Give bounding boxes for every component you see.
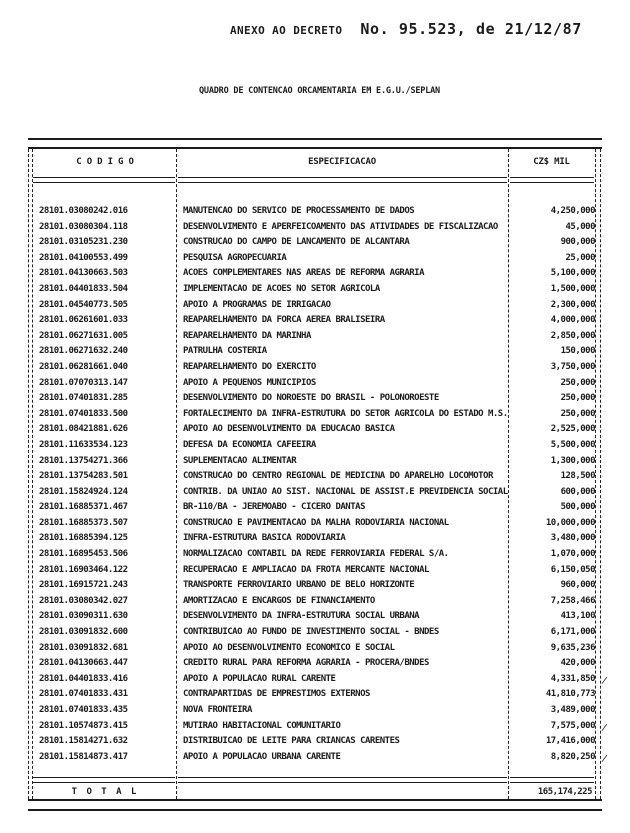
table-header-row bbox=[28, 149, 602, 175]
table-row bbox=[28, 516, 602, 532]
right-outer-border bbox=[600, 149, 601, 799]
row-especificacao: MANUTENCAO DO SERVICO DE PROCESSAMENTO DE DADOS bbox=[183, 206, 415, 216]
row-especificacao: CONTRIB. DA UNIAO AO SIST. NACIONAL DE ASSIST.E PREVIDENCIA SOCIAL bbox=[183, 486, 508, 497]
table-row bbox=[28, 220, 602, 236]
header-separator bbox=[28, 175, 602, 184]
row-valor: 500,000 bbox=[560, 502, 595, 513]
table-row bbox=[28, 485, 602, 501]
row-codigo: 28101.16895453.506 bbox=[39, 549, 128, 560]
row-codigo: 28101.06261601.033 bbox=[39, 315, 128, 326]
table-row bbox=[28, 656, 602, 672]
row-codigo: 28101.10574873.415 bbox=[39, 720, 128, 731]
row-valor: 420,000 bbox=[560, 658, 595, 669]
row-valor: 960,000 bbox=[560, 580, 595, 591]
row-codigo: 28101.11633534.123 bbox=[39, 439, 128, 450]
row-valor: 3,489,000 bbox=[550, 705, 595, 715]
table-row bbox=[28, 391, 602, 407]
row-especificacao: BR-110/BA - JEREMOABO - CICERO DANTAS bbox=[183, 502, 365, 513]
row-valor: 3,750,000 bbox=[550, 361, 595, 372]
row-especificacao: INFRA-ESTRUTURA BASICA RODOVIARIA bbox=[183, 533, 346, 544]
row-especificacao: APOIO AO DESENVOLVIMENTO ECONOMICO E SOCIAL bbox=[183, 642, 395, 653]
row-especificacao: DESENVOLVIMENTO DA INFRA-ESTRUTURA SOCIAL URBANA bbox=[183, 611, 420, 622]
table-row bbox=[28, 298, 602, 314]
valor-column-divider bbox=[508, 149, 509, 799]
row-valor: 3,480,000 bbox=[550, 533, 595, 544]
row-codigo: 28101.03091832.600 bbox=[39, 627, 128, 638]
row-valor: 8,820,250 ⁄ bbox=[550, 751, 609, 766]
total-separator bbox=[28, 775, 602, 784]
table-row bbox=[28, 204, 602, 220]
row-codigo: 28101.04130663.447 bbox=[39, 658, 128, 669]
row-especificacao: SUPLEMENTACAO ALIMENTAR bbox=[183, 455, 297, 466]
decree-number: No. 95.523, de 21/12/87 bbox=[360, 20, 582, 38]
table-row bbox=[28, 344, 602, 360]
row-especificacao: REAPARELHAMENTO DA FORCA AEREA BRALISEIRA bbox=[183, 315, 385, 326]
row-codigo: 28101.16885371.467 bbox=[39, 502, 128, 513]
table-row bbox=[28, 422, 602, 438]
row-codigo: 28101.15814873.417 bbox=[39, 751, 128, 762]
row-valor: 250,000 bbox=[560, 393, 595, 404]
row-especificacao: DESENVOLVIMENTO DO NOROESTE DO BRASIL - POLONOROESTE bbox=[183, 393, 439, 404]
row-codigo: 28101.03091832.681 bbox=[39, 642, 128, 653]
column-header-codigo: C O D I G O bbox=[76, 157, 134, 167]
left-outer-border bbox=[28, 149, 29, 799]
row-especificacao: DESENVOLVIMENTO E APERFEICOAMENTO DAS ATIVIDADES DE FISCALIZACAO bbox=[183, 221, 498, 232]
row-codigo: 28101.06281661.040 bbox=[39, 361, 128, 372]
document-header bbox=[230, 20, 582, 38]
row-codigo: 28101.07401833.500 bbox=[39, 408, 128, 419]
row-valor: 4,000,000 bbox=[550, 315, 595, 326]
left-inner-border bbox=[32, 149, 33, 799]
row-valor: 250,000 bbox=[560, 377, 595, 388]
row-especificacao: RECUPERACAO E AMPLIACAO DA FROTA MERCANTE NACIONAL bbox=[183, 564, 429, 575]
table-row bbox=[28, 500, 602, 516]
table-row bbox=[28, 625, 602, 641]
row-codigo: 28101.08421881.626 bbox=[39, 424, 128, 435]
row-valor: 900,000 bbox=[560, 237, 595, 248]
row-valor: 6,171,000 bbox=[550, 627, 595, 638]
row-codigo: 28101.07070313.147 bbox=[39, 377, 128, 388]
pen-mark: ⁄ bbox=[600, 673, 609, 688]
row-especificacao: DEFESA DA ECONOMIA CAFEEIRA bbox=[183, 439, 316, 450]
row-especificacao: APOIO A POPULACAO RURAL CARENTE bbox=[183, 673, 336, 684]
row-especificacao: CONSTRUCAO E PAVIMENTACAO DA MALHA RODOVIARIA NACIONAL bbox=[183, 517, 449, 528]
row-codigo: 28101.16885394.125 bbox=[39, 533, 128, 544]
total-label: T O T A L bbox=[71, 786, 139, 797]
row-especificacao: PESQUISA AGROPECUARIA bbox=[183, 252, 287, 263]
row-codigo: 28101.03080342.027 bbox=[39, 595, 128, 606]
row-valor: 250,000 bbox=[560, 408, 595, 419]
row-valor: 9,635,236 bbox=[550, 642, 595, 653]
table-row bbox=[28, 734, 602, 750]
codigo-column-divider bbox=[176, 149, 177, 799]
table-row bbox=[28, 719, 609, 735]
row-valor: 2,300,000 bbox=[550, 299, 595, 310]
table-bottom-border bbox=[28, 799, 602, 811]
row-codigo: 28101.03080242.016 bbox=[39, 206, 128, 216]
row-codigo: 28101.03090311.630 bbox=[39, 611, 128, 622]
table-row bbox=[28, 563, 602, 579]
pen-mark: ⁄ bbox=[600, 751, 609, 766]
row-codigo: 28101.15814271.632 bbox=[39, 736, 128, 747]
pen-mark: ⁄ bbox=[600, 720, 609, 734]
row-valor: 413,100 bbox=[560, 611, 595, 622]
row-valor: 150,000 bbox=[560, 346, 595, 357]
row-especificacao: FORTALECIMENTO DA INFRA-ESTRUTURA DO SETOR AGRICOLA DO ESTADO M.S. bbox=[183, 408, 508, 419]
row-valor: 5,500,000 bbox=[550, 439, 595, 450]
row-codigo: 28101.16915721.243 bbox=[39, 580, 128, 591]
table-row bbox=[28, 235, 602, 251]
table-row bbox=[28, 266, 602, 282]
total-row bbox=[28, 784, 602, 799]
row-especificacao: AMORTIZACAO E ENCARGOS DE FINANCIAMENTO bbox=[183, 595, 375, 606]
row-especificacao: APOIO A PEQUENOS MUNICIPIOS bbox=[183, 377, 316, 388]
document-title: QUADRO DE CONTENCAO ORCAMENTARIA EM E.G.U./SEPLAN bbox=[199, 86, 440, 96]
spacer-row bbox=[28, 765, 602, 775]
table-body bbox=[28, 149, 609, 799]
row-codigo: 28101.04100553.499 bbox=[39, 252, 128, 263]
table-row bbox=[28, 407, 602, 423]
row-codigo: 28101.06271632.240 bbox=[39, 346, 128, 357]
budget-table bbox=[28, 138, 609, 811]
row-especificacao: CONSTRUCAO DO CENTRO REGIONAL DE MEDICINA DO APARELHO LOCOMOTOR bbox=[183, 471, 493, 482]
row-valor: 2,525,000 bbox=[550, 424, 595, 435]
row-especificacao: APOIO A POPULACAO URBANA CARENTE bbox=[183, 751, 341, 762]
row-codigo: 28101.04130663.503 bbox=[39, 268, 128, 279]
row-especificacao: APOIO A PROGRAMAS DE IRRIGACAO bbox=[183, 299, 331, 310]
table-row bbox=[28, 578, 602, 594]
row-valor: 128,500 bbox=[560, 471, 595, 482]
row-especificacao: TRANSPORTE FERROVIARIO URBANO DE BELO HORIZONTE bbox=[183, 580, 415, 591]
row-valor: 6,150,050 bbox=[550, 564, 595, 575]
row-valor: 7,575,000 ⁄ bbox=[550, 720, 609, 734]
row-codigo: 28101.16903464.122 bbox=[39, 564, 128, 575]
row-codigo: 28101.15824924.124 bbox=[39, 486, 128, 497]
row-codigo: 28101.07401833.431 bbox=[39, 689, 128, 700]
row-codigo: 28101.04540773.505 bbox=[39, 299, 128, 310]
table-row bbox=[28, 251, 602, 267]
row-especificacao: MUTIRAO HABITACIONAL COMUNITARIO bbox=[183, 720, 341, 731]
row-especificacao: NORMALIZACAO CONTABIL DA REDE FERROVIARIA FEDERAL S/A. bbox=[183, 549, 449, 560]
table-row bbox=[28, 609, 602, 625]
row-codigo: 28101.04401833.504 bbox=[39, 283, 128, 294]
table-rows bbox=[28, 204, 609, 766]
row-especificacao: CREDITO RURAL PARA REFORMA AGRARIA - PROCERA/BNDES bbox=[183, 658, 429, 669]
column-header-czs-mil: CZ$ MIL bbox=[533, 157, 570, 167]
row-valor: 4,331,850 ⁄ bbox=[550, 673, 609, 688]
row-especificacao: ACOES COMPLEMENTARES NAS AREAS DE REFORMA AGRARIA bbox=[183, 268, 425, 279]
row-codigo: 28101.16885373.507 bbox=[39, 517, 128, 528]
row-especificacao: REAPARELHAMENTO DA MARINHA bbox=[183, 330, 311, 341]
row-especificacao: PATRULHA COSTERIA bbox=[183, 346, 267, 357]
table-row bbox=[28, 703, 602, 719]
row-especificacao: DISTRIBUICAO DE LEITE PARA CRIANCAS CARENTES bbox=[183, 736, 400, 747]
table-row bbox=[28, 547, 602, 563]
row-valor: 25,000 bbox=[565, 252, 595, 263]
row-valor: 2,850,000 bbox=[550, 330, 595, 341]
row-codigo: 28101.03105231.230 bbox=[39, 237, 128, 248]
table-row bbox=[28, 641, 602, 657]
table-row bbox=[28, 282, 602, 298]
table-row bbox=[28, 360, 602, 376]
row-codigo: 28101.03080304.118 bbox=[39, 221, 128, 232]
row-valor: 41,810,773 bbox=[545, 689, 595, 700]
table-row bbox=[28, 329, 602, 345]
table-row bbox=[28, 750, 609, 766]
decree-label: ANEXO AO DECRETO bbox=[230, 24, 343, 37]
table-row bbox=[28, 672, 609, 688]
row-codigo: 28101.04401833.416 bbox=[39, 673, 128, 684]
row-codigo: 28101.07401831.285 bbox=[39, 393, 128, 404]
total-value: 165,174,225 bbox=[537, 786, 592, 797]
spacer-row bbox=[28, 184, 602, 204]
table-row bbox=[28, 594, 602, 610]
row-valor: 45,000 bbox=[565, 221, 595, 232]
row-valor: 17,416,000 bbox=[545, 736, 595, 747]
row-valor: 7,258,466 bbox=[550, 595, 595, 606]
table-row bbox=[28, 454, 602, 470]
row-especificacao: CONTRIBUICAO AO FUNDO DE INVESTIMENTO SOCIAL - BNDES bbox=[183, 627, 439, 638]
table-row bbox=[28, 438, 602, 454]
table-row bbox=[28, 469, 602, 485]
table-row bbox=[28, 376, 602, 392]
row-codigo: 28101.07401833.435 bbox=[39, 705, 128, 715]
row-especificacao: CONTRAPARTIDAS DE EMPRESTIMOS EXTERNOS bbox=[183, 689, 370, 700]
row-valor: 600,000 bbox=[560, 486, 595, 497]
table-row bbox=[28, 687, 602, 703]
table-row bbox=[28, 313, 602, 329]
row-valor: 10,000,000 bbox=[545, 517, 595, 528]
row-codigo: 28101.06271631.005 bbox=[39, 330, 128, 341]
column-header-especificacao: ESPECIFICACAO bbox=[308, 157, 376, 167]
row-valor: 5,100,000 bbox=[550, 268, 595, 279]
row-valor: 1,070,000 bbox=[550, 549, 595, 560]
row-codigo: 28101.13754283.501 bbox=[39, 471, 128, 482]
row-especificacao: NOVA FRONTEIRA bbox=[183, 705, 252, 715]
row-especificacao: IMPLEMENTACAO DE ACOES NO SETOR AGRICOLA bbox=[183, 283, 380, 294]
table-row bbox=[28, 531, 602, 547]
row-valor: 4,250,000 bbox=[550, 206, 595, 216]
table-top-border bbox=[28, 138, 602, 149]
row-especificacao: CONSTRUCAO DO CAMPO DE LANCAMENTO DE ALCANTARA bbox=[183, 237, 410, 248]
row-valor: 1,300,000 bbox=[550, 455, 595, 466]
row-especificacao: REAPARELHAMENTO DO EXERCITO bbox=[183, 361, 316, 372]
row-especificacao: APOIO AO DESENVOLVIMENTO DA EDUCACAO BASICA bbox=[183, 424, 395, 435]
row-valor: 1,500,000 bbox=[550, 283, 595, 294]
row-codigo: 28101.13754271.366 bbox=[39, 455, 128, 466]
